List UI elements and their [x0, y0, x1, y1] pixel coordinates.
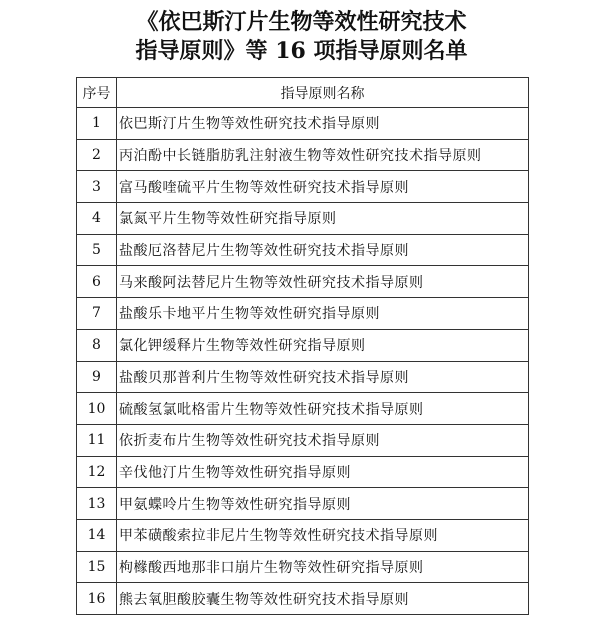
table-row — [77, 266, 529, 298]
guideline-table — [76, 77, 529, 615]
table-row — [77, 519, 529, 551]
table-row — [77, 234, 529, 266]
title-line-2: 指导原则》等 16 项指导原则名单 — [135, 38, 468, 64]
row-guideline-name: 富马酸喹硫平片生物等效性研究技术指导原则 — [117, 171, 529, 203]
row-guideline-name: 氯化钾缓释片生物等效性研究指导原则 — [117, 329, 529, 361]
table-row — [77, 171, 529, 203]
row-guideline-name: 熊去氧胆酸胶囊生物等效性研究技术指导原则 — [117, 583, 529, 615]
row-number: 2 — [77, 139, 117, 171]
table-row — [77, 329, 529, 361]
row-guideline-name: 甲苯磺酸索拉非尼片生物等效性研究技术指导原则 — [117, 519, 529, 551]
row-guideline-name: 硫酸氢氯吡格雷片生物等效性研究技术指导原则 — [117, 393, 529, 425]
table-row — [77, 108, 529, 140]
table-row — [77, 488, 529, 520]
row-number: 1 — [77, 108, 117, 140]
row-guideline-name: 丙泊酚中长链脂肪乳注射液生物等效性研究技术指导原则 — [117, 139, 529, 171]
row-number: 5 — [77, 234, 117, 266]
row-number: 6 — [77, 266, 117, 298]
row-number: 12 — [77, 456, 117, 488]
row-number: 10 — [77, 393, 117, 425]
row-guideline-name: 依巴斯汀片生物等效性研究技术指导原则 — [117, 108, 529, 140]
row-number: 7 — [77, 298, 117, 330]
row-guideline-name: 盐酸乐卡地平片生物等效性研究指导原则 — [117, 298, 529, 330]
row-guideline-name: 盐酸贝那普利片生物等效性研究技术指导原则 — [117, 361, 529, 393]
title-line-1: 《依巴斯汀片生物等效性研究技术 — [136, 9, 467, 35]
table-row — [77, 203, 529, 235]
table-row — [77, 456, 529, 488]
table-row — [77, 583, 529, 615]
row-guideline-name: 枸橼酸西地那非口崩片生物等效性研究指导原则 — [117, 551, 529, 583]
row-guideline-name: 盐酸厄洛替尼片生物等效性研究技术指导原则 — [117, 234, 529, 266]
row-guideline-name: 氯氮平片生物等效性研究指导原则 — [117, 203, 529, 235]
row-number: 9 — [77, 361, 117, 393]
row-guideline-name: 依折麦布片生物等效性研究技术指导原则 — [117, 424, 529, 456]
table-row — [77, 298, 529, 330]
document-title — [0, 8, 603, 66]
row-number: 11 — [77, 424, 117, 456]
row-guideline-name: 马来酸阿法替尼片生物等效性研究技术指导原则 — [117, 266, 529, 298]
row-number: 16 — [77, 583, 117, 615]
row-number: 8 — [77, 329, 117, 361]
table-row — [77, 361, 529, 393]
row-number: 13 — [77, 488, 117, 520]
row-number: 3 — [77, 171, 117, 203]
row-guideline-name: 辛伐他汀片生物等效性研究指导原则 — [117, 456, 529, 488]
header-name: 指导原则名称 — [117, 78, 529, 108]
table-header-row — [77, 78, 529, 108]
table-row — [77, 424, 529, 456]
header-index: 序号 — [77, 78, 117, 108]
row-number: 4 — [77, 203, 117, 235]
row-number: 15 — [77, 551, 117, 583]
table-body — [77, 108, 529, 615]
table-row — [77, 551, 529, 583]
row-number: 14 — [77, 519, 117, 551]
table-row — [77, 393, 529, 425]
table-row — [77, 139, 529, 171]
row-guideline-name: 甲氨蝶呤片生物等效性研究指导原则 — [117, 488, 529, 520]
